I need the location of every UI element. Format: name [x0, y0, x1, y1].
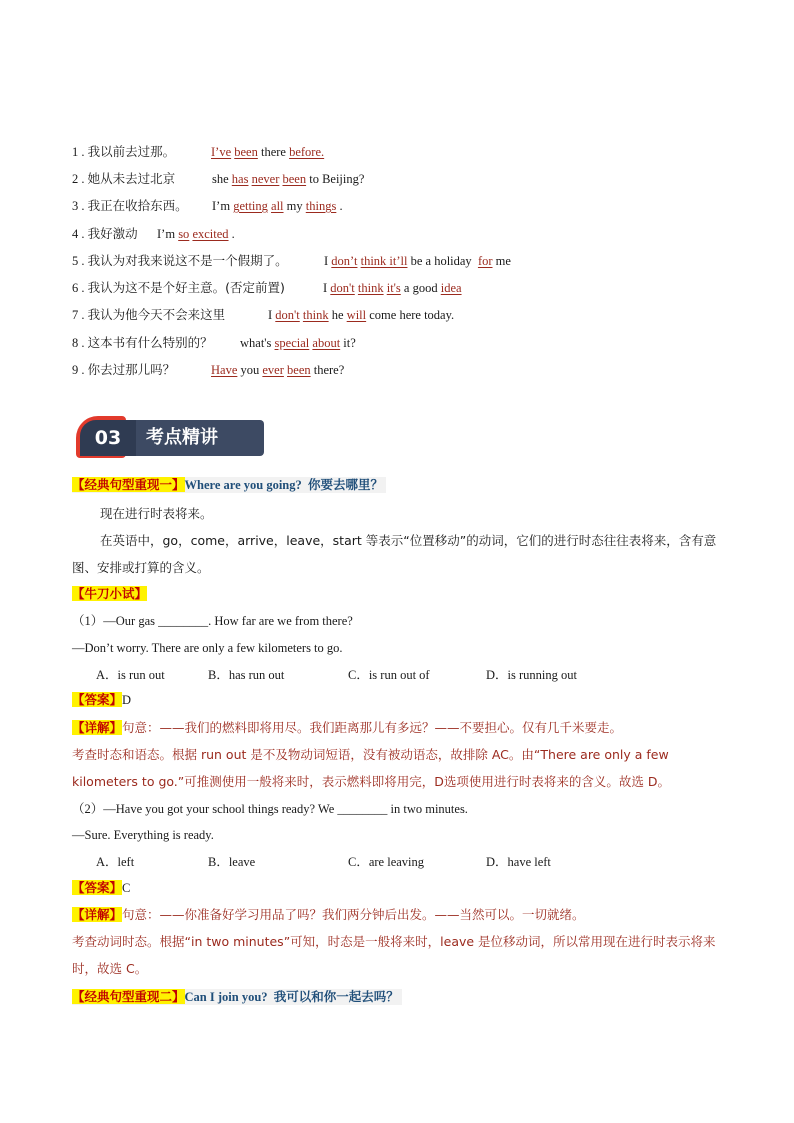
sentence-text: there?: [310, 363, 345, 377]
section-banner: [76, 416, 264, 458]
vocab-english: [240, 334, 356, 352]
pattern1-tag: 【经典句型重现一】: [72, 477, 185, 492]
answer-word: think: [302, 308, 329, 322]
sentence-text: you: [237, 363, 263, 377]
practice-heading: [72, 585, 147, 603]
q1-detail1: 句意：——我们的燃料即将用尽。我们距离那儿有多远？——不要担心。仅有几千米要走。: [122, 720, 623, 735]
vocab-chinese: 这本书有什么特别的？: [87, 335, 213, 350]
vocab-line: 8 . 这本书有什么特别的？ what's special about it?: [72, 335, 356, 350]
pattern1-heading: [72, 476, 386, 494]
vocab-english: [324, 252, 511, 270]
answer-word: think: [357, 281, 384, 295]
vocab-number: 4: [72, 227, 79, 241]
pattern1-en: Where are you going?: [184, 478, 302, 492]
vocab-chinese: 我认为这不是个好主意。(否定前置): [87, 280, 285, 295]
answer-word: excited: [192, 227, 229, 241]
sentence-text: I: [268, 308, 276, 322]
answer-word: don't: [275, 308, 300, 322]
q2-answer: C: [122, 881, 131, 895]
sentence-text: .: [228, 227, 235, 241]
pattern2-tag: 【经典句型重现二】: [72, 989, 185, 1004]
sentence-text: she: [212, 172, 232, 186]
vocab-chinese: 我认为对我来说这不是一个假期了。: [87, 253, 288, 268]
q2-option-d: D．have left: [486, 855, 551, 869]
q1-answer: D: [122, 693, 132, 707]
vocab-english: [212, 170, 364, 188]
vocab-chinese: 我好激动: [87, 226, 138, 241]
q2-detail1: 句意：——你准备好学习用品了吗？我们两分钟后出发。——当然可以。一切就绪。: [122, 907, 585, 922]
q1-stem2: —Don’t worry. There are only a few kilometers to go.: [72, 641, 343, 655]
vocab-number: 3: [72, 199, 79, 213]
vocab-english: [323, 279, 462, 297]
sentence-text: a good: [400, 281, 441, 295]
section-number: 03: [80, 420, 136, 456]
answer-word: so: [178, 227, 190, 241]
pattern2-en: Can I join you?: [184, 990, 268, 1004]
answer-word: about: [312, 336, 341, 350]
vocab-line: 1 . 我以前去过那。 I’ve been there before.: [72, 144, 325, 159]
sentence-text: I: [323, 281, 331, 295]
answer-word: things: [305, 199, 337, 213]
vocab-chinese: 我正在收拾东西。: [87, 198, 188, 213]
vocab-chinese: 你去过那儿吗？: [87, 362, 176, 377]
answer-word: think it’ll: [360, 254, 408, 268]
vocab-number: 9: [72, 363, 79, 377]
sentence-text: what's: [240, 336, 275, 350]
q2-stem1: （2）—Have you got your school things ready? We ________ in two minutes.: [72, 802, 468, 816]
answer-word: for: [477, 254, 493, 268]
answer-word: been: [287, 363, 311, 377]
sentence-text: I: [324, 254, 332, 268]
vocab-number: 6: [72, 281, 79, 295]
q1-detail2: 考查时态和语态。根据 run out 是不及物动词短语，没有被动语态，故排除 AC。由“There are only a few kilometers to go.”可推测使用一般将来时，表示燃料即将用完，D选项使用进行时表将来的含义。故选 D。: [72, 747, 670, 789]
q1-answer-tag: 【答案】: [72, 692, 123, 707]
vocab-english: [212, 197, 343, 215]
q1-option-c: C．is run out of: [348, 668, 430, 682]
q2-option-b: B．leave: [208, 855, 256, 869]
answer-word: ever: [262, 363, 284, 377]
answer-word: Have: [211, 363, 238, 377]
answer-word: will: [346, 308, 367, 322]
sentence-text: to Beijing?: [306, 172, 365, 186]
q1-detail-tag: 【详解】: [72, 720, 123, 735]
q2-detail2: 考查动词时态。根据“in two minutes”可知，时态是一般将来时，leave 是位移动词，所以常用现在进行时表示将来时，故选 C。: [72, 934, 716, 976]
answer-word: never: [251, 172, 280, 186]
vocab-number: 7: [72, 308, 79, 322]
sentence-text: me: [492, 254, 511, 268]
pattern1-desc1: 现在进行时表将来。: [100, 506, 213, 521]
q1-stem1: （1）—Our gas ________. How far are we from there?: [72, 614, 353, 628]
answer-word: all: [271, 199, 284, 213]
answer-word: getting: [233, 199, 268, 213]
vocab-english: [211, 361, 344, 379]
vocab-line: 5 . 我认为对我来说这不是一个假期了。 I don’t think it’ll be a holiday for me: [72, 253, 511, 268]
q2-detail-tag: 【详解】: [72, 907, 123, 922]
q1-option-d: D．is running out: [486, 668, 577, 682]
practice-tag: 【牛刀小试】: [72, 586, 148, 601]
pattern2-heading: [72, 988, 402, 1006]
q1-option-b: B．has run out: [208, 668, 285, 682]
vocab-line: 2 . 她从未去过北京 she has never been to Beijing?: [72, 171, 365, 186]
q1-answer-line: [72, 691, 131, 709]
vocab-line: 9 . 你去过那儿吗？ Have you ever been there?: [72, 362, 345, 377]
sentence-text: come here today.: [366, 308, 455, 322]
sentence-text: I’m: [157, 227, 179, 241]
vocab-number: 1: [72, 145, 79, 159]
vocab-chinese: 我以前去过那。: [87, 144, 176, 159]
q2-answer-line: [72, 879, 130, 897]
vocab-line: 4 . 我好激动 I’m so excited .: [72, 226, 235, 241]
sentence-text: it?: [340, 336, 356, 350]
q1-detail: [72, 714, 722, 795]
vocab-number: 2: [72, 172, 79, 186]
sentence-text: .: [336, 199, 343, 213]
vocab-line: 3 . 我正在收拾东西。 I’m getting all my things .: [72, 198, 343, 213]
answer-word: special: [274, 336, 310, 350]
q2-option-c: C．are leaving: [348, 855, 425, 869]
q2-detail: [72, 901, 722, 982]
pattern2-zh: 我可以和你一起去吗？: [273, 989, 399, 1004]
q2-option-a: A．left: [96, 855, 135, 869]
sentence-text: there: [257, 145, 290, 159]
answer-word: has: [231, 172, 249, 186]
vocab-chinese: 她从未去过北京: [87, 171, 176, 186]
vocab-english: [268, 306, 454, 324]
sentence-text: I’m: [212, 199, 234, 213]
answer-word: idea: [440, 281, 462, 295]
answer-word: it's: [386, 281, 401, 295]
answer-word: been: [282, 172, 307, 186]
vocab-english: [157, 225, 235, 243]
sentence-text: my: [283, 199, 306, 213]
answer-word: been: [234, 145, 258, 159]
answer-word: before.: [289, 145, 325, 159]
sentence-text: be a holiday: [407, 254, 478, 268]
sentence-text: he: [328, 308, 347, 322]
answer-word: don’t: [331, 254, 358, 268]
vocab-line: 6 . 我认为这不是个好主意。(否定前置) I don't think it's a good idea: [72, 280, 462, 295]
answer-word: I’ve: [211, 145, 232, 159]
q2-answer-tag: 【答案】: [72, 880, 123, 895]
q1-option-a: A．is run out: [96, 668, 165, 682]
section-title: 考点精讲: [136, 420, 264, 456]
vocab-number: 8: [72, 336, 79, 350]
vocab-chinese: 我认为他今天不会来这里: [87, 307, 226, 322]
vocab-line: 7 . 我认为他今天不会来这里 I don't think he will come here today.: [72, 307, 455, 322]
pattern1-zh: 你要去哪里？: [308, 477, 384, 492]
answer-word: don't: [330, 281, 355, 295]
pattern1-desc2: 在英语中，go，come，arrive，leave，start 等表示“位置移动”的动词，它们的进行时态往往表将来，含有意图、安排或打算的含义。: [72, 533, 717, 575]
q2-stem2: —Sure. Everything is ready.: [72, 828, 214, 842]
vocab-english: [211, 143, 324, 161]
vocab-number: 5: [72, 254, 79, 268]
